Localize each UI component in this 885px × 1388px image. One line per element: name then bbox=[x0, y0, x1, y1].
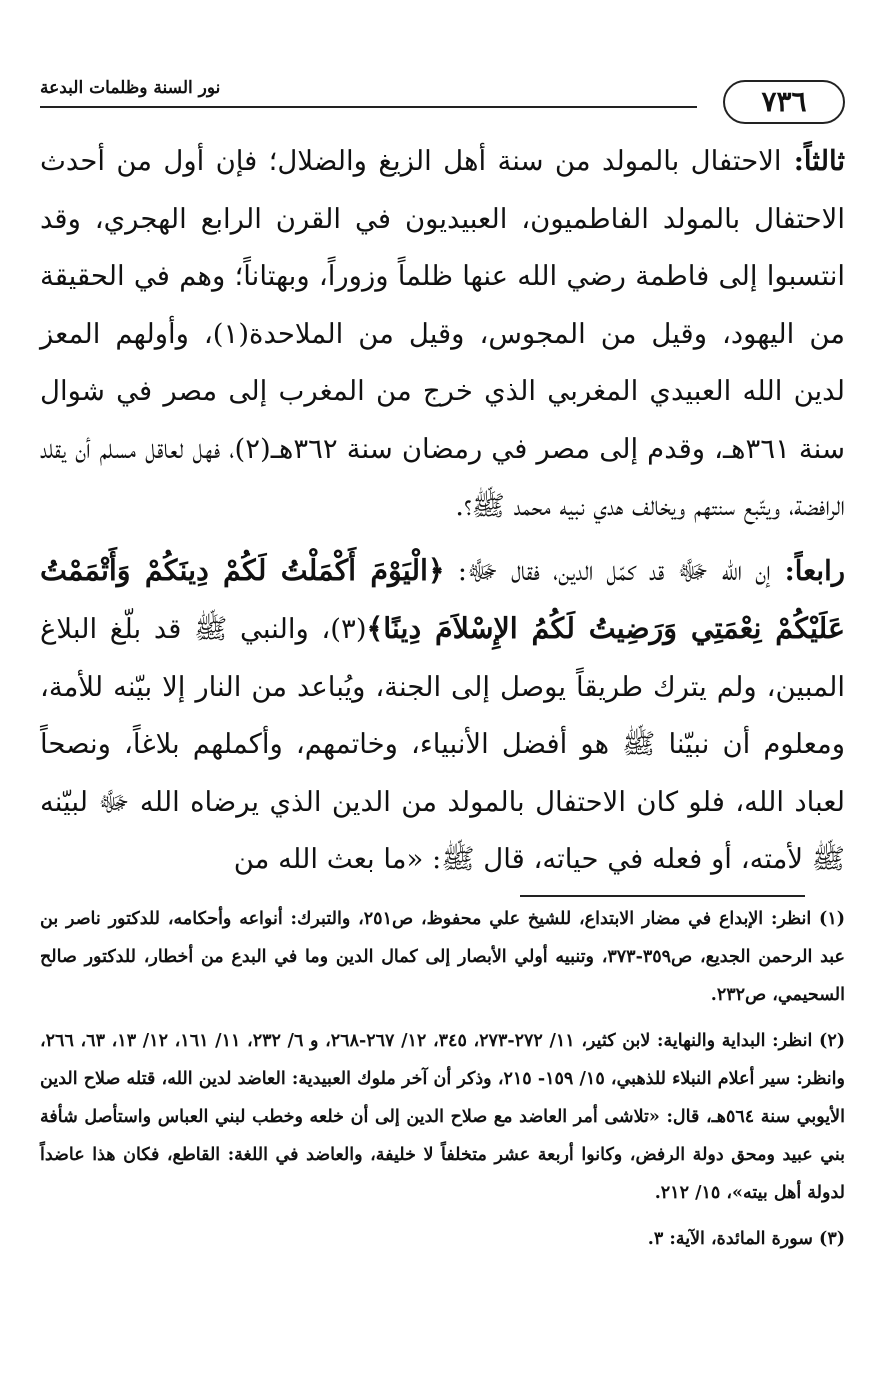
paragraph-thirdly bbox=[40, 133, 845, 536]
footnote-3: (٣) سورة المائدة، الآية: ٣. bbox=[647, 1229, 845, 1249]
running-title: نور السنة وظلمات البدعة bbox=[40, 78, 221, 98]
footnote-separator bbox=[520, 895, 805, 897]
paragraph-fourthly bbox=[40, 542, 845, 889]
header-rule bbox=[40, 106, 697, 108]
footnote-1: (١) انظر: الإبداع في مضار الابتداع، للشيخ علي محفوظ، ص٢٥١، والتبرك: أنواعه وأحكامه، للدكتور ناصر بن عبد الرحمن الجديع، ص٣٥٩-٣٧٣، وتنبيه أولي الأبصار إلى كمال الدين وما في البدع من أخطار، للدكتور صالح السحيمي، ص٢٣٢. bbox=[40, 909, 846, 1005]
paragraph-text-fourthly-a: إن الله ﷻ قد كمّل الدين، فقال ﷻ: bbox=[444, 554, 771, 587]
paragraph-lead-thirdly: ثالثاً: bbox=[781, 145, 845, 177]
page-number: ٧٣٦ bbox=[723, 80, 845, 124]
page-header bbox=[40, 78, 845, 126]
quran-verse: ﴿الْيَوْمَ أَكْمَلْتُ لَكُمْ دِينَكُمْ وَأَتْمَمْتُ عَلَيْكُمْ نِعْمَتِي وَرَضِيتُ لَكُمُ الإِسْلاَمَ دِينًا﴾ bbox=[40, 552, 845, 645]
paragraph-lead-fourthly: رابعاً: bbox=[770, 554, 845, 587]
paragraph-text-fourthly-b: (٣)، والنبي ﷺ قد بلّغ البلاغ المبين، ولم يترك طريقاً يوصل إلى الجنة، ويُباعد من النار إلا بيّنه للأمة، ومعلوم أن نبيّنا ﷺ هو أفضل الأنبياء، وخاتمهم، وأكملهم بلاغاً، ونصحاً لعباد الله، فلو كان الاحتفال بالمولد من الدين الذي يرضاه الله ﷻ لبيّنه ﷺ لأمته، أو فعله في حياته، قال ﷺ: «ما بعث الله من bbox=[40, 613, 845, 875]
footnote-2: (٢) انظر: البداية والنهاية: لابن كثير، ١١/ ٢٧٢-٢٧٣، ٣٤٥، ١٢/ ٢٦٧-٢٦٨، و ٦/ ٢٣٢، ١١/ ١٦١، ١٢/ ١٣، ٦٣، ٢٦٦، وانظر: سير أعلام النبلاء للذهبي، ١٥/ ١٥٩- ٢١٥، وذكر أن آخر ملوك العبيدية: العاضد لدين الله، قتله صلاح الدين الأيوبي سنة ٥٦٤هـ، قال: «تلاشى أمر العاضد مع صلاح الدين إلى أن خلعه وخطب لبني العباس واستأصل شأفة بني عبيد ومحق دولة الرفض، وكانوا أربعة عشر متخلفاً لا خليفة، والعاضد في اللغة: القاطع، فكان هذا عاضداً لدولة أهل بيته»، ١٥/ ٢١٢. bbox=[40, 1031, 846, 1203]
footnotes bbox=[40, 900, 845, 1258]
paragraph-text-thirdly: الاحتفال بالمولد من سنة أهل الزيغ والضلال؛ فإن أول من أحدث الاحتفال بالمولد الفاطميون، العبيديون في القرن الرابع الهجري، وقد انتسبوا إلى فاطمة رضي الله عنها ظلماً وزوراً، وبهتاناً؛ وهم في الحقيقة من اليهود، وقيل من المجوس، وقيل من الملاحدة(١)، وأولهم المعز لدين الله العبيدي المغربي الذي خرج من المغرب إلى مصر في شوال سنة ٣٦١هـ، وقدم إلى مصر في رمضان سنة ٣٦٢هـ(٢)، فهل لعاقل مسلم أن يقلد الرافضة، ويتّبع سنتهم ويخالف هدي نبيه محمد ﷺ؟. bbox=[40, 145, 845, 522]
main-text bbox=[40, 133, 845, 889]
